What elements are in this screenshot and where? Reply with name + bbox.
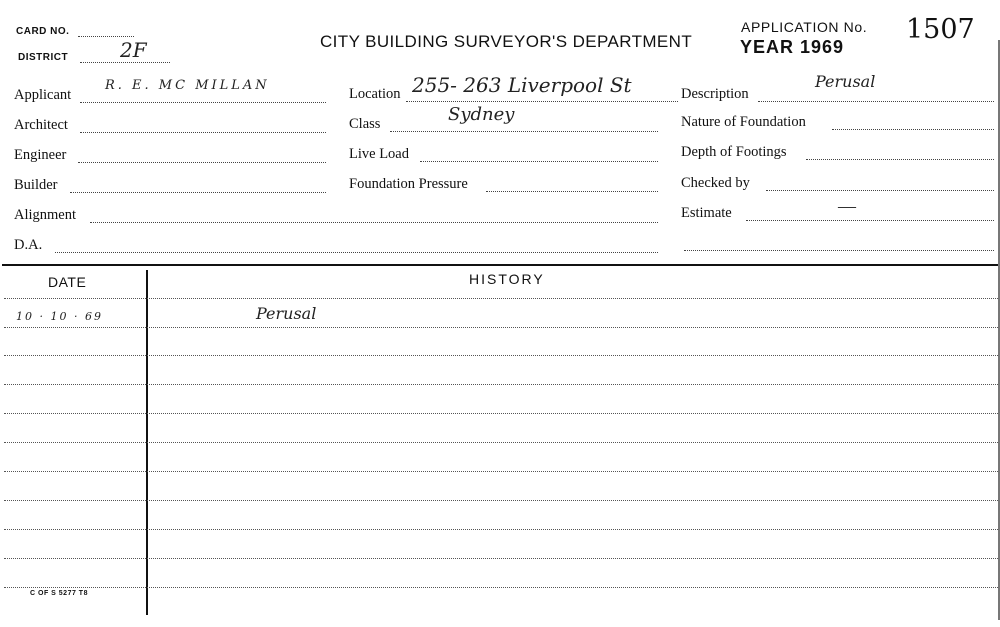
card-no-line <box>78 36 134 37</box>
engineer-label: Engineer <box>14 147 67 163</box>
class-label: Class <box>349 116 381 132</box>
estimate-value: — <box>838 196 856 216</box>
history-rule <box>4 558 998 559</box>
live-load-line <box>420 161 658 162</box>
description-label: Description <box>681 86 749 102</box>
history-rule <box>4 384 998 385</box>
class-line <box>390 131 658 132</box>
engineer-line <box>78 162 326 163</box>
estimate-line <box>746 220 994 221</box>
builder-line <box>70 192 326 193</box>
card-no-label: CARD NO. <box>16 26 70 37</box>
description-line <box>758 101 994 102</box>
applicant-value: R. E. MC MILLAN <box>105 78 270 93</box>
checked-by-label: Checked by <box>681 175 750 191</box>
history-rule <box>4 355 998 356</box>
da-label: D.A. <box>14 237 43 253</box>
architect-label: Architect <box>14 117 68 133</box>
history-row-date: 10 · 10 · 69 <box>16 310 103 323</box>
location-line <box>406 101 678 102</box>
depth-of-footings-label: Depth of Footings <box>681 144 787 160</box>
history-top-rule <box>2 264 1000 266</box>
history-rule <box>4 529 998 530</box>
foundation-pressure-label: Foundation Pressure <box>349 176 468 192</box>
history-column-header: HISTORY <box>469 271 545 287</box>
nature-of-foundation-line <box>832 129 994 130</box>
history-header-rule <box>4 298 998 299</box>
depth-of-footings-line <box>806 159 994 160</box>
alignment-label: Alignment <box>14 207 77 223</box>
alignment-line <box>90 222 658 223</box>
description-value: Perusal <box>815 72 876 91</box>
history-rule <box>4 500 998 501</box>
nature-of-foundation-label: Nature of Foundation <box>681 114 806 130</box>
form-code: C OF S 5277 T8 <box>30 590 88 597</box>
application-label: APPLICATION No. <box>741 19 868 35</box>
location-value: 255- 263 Liverpool St <box>412 73 632 97</box>
foundation-pressure-line <box>486 191 658 192</box>
year-label: YEAR 1969 <box>740 37 845 57</box>
location-label: Location <box>349 86 401 102</box>
builder-label: Builder <box>14 177 58 193</box>
history-rule <box>4 471 998 472</box>
estimate-label: Estimate <box>681 205 732 221</box>
district-label: DISTRICT <box>18 52 69 63</box>
class-value: Sydney <box>448 104 515 125</box>
right-blank-line <box>684 250 994 251</box>
history-rule <box>4 442 998 443</box>
history-rule <box>4 587 998 588</box>
application-number: 1507 <box>906 14 975 45</box>
district-value: 2F <box>120 38 147 62</box>
da-line <box>55 252 658 253</box>
live-load-label: Live Load <box>349 146 409 162</box>
date-column-header: DATE <box>48 274 87 290</box>
applicant-line <box>80 102 326 103</box>
history-rule <box>4 413 998 414</box>
history-row-entry: Perusal <box>256 304 317 323</box>
department-title: CITY BUILDING SURVEYOR'S DEPARTMENT <box>320 32 693 51</box>
district-line <box>80 62 170 63</box>
history-rule <box>4 327 998 328</box>
architect-line <box>80 132 326 133</box>
applicant-label: Applicant <box>14 87 72 103</box>
checked-by-line <box>766 190 994 191</box>
